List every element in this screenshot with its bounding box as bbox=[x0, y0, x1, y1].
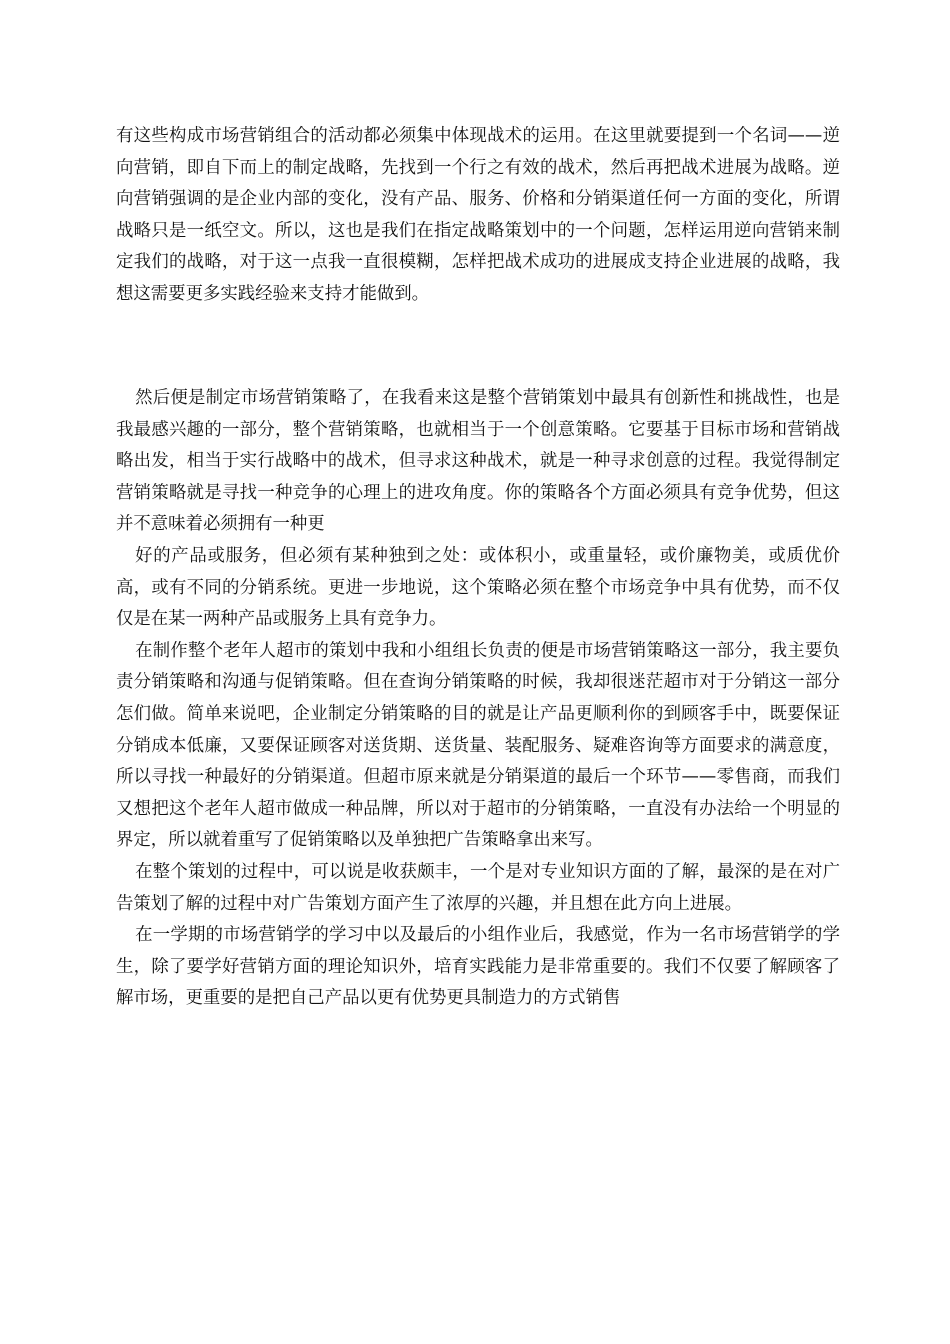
paragraph-reverse-marketing: 有这些构成市场营销组合的活动都必须集中体现战术的运用。在这里就要提到一个名词——逆向营销，即自下而上的制定战略，先找到一个行之有效的战术，然后再把战术进展为战略。逆向营销强调的是企业内部的变化，没有产品、服务、价格和分销渠道任何一方面的变化，所谓战略只是一纸空文。所以，这也是我们在指定战略策划中的一个问题，怎样运用逆向营销来制定我们的战略，对于这一点我一直很模糊，怎样把战术成功的进展成支持企业进展的战略，我想这需要更多实践经验来支持才能做到。 bbox=[116, 126, 840, 304]
paragraph-distribution-strategy: 在制作整个老年人超市的策划中我和小组组长负责的便是市场营销策略这一部分，我主要负责分销策略和沟通与促销策略。但在查询分销策略的时候，我却很迷茫超市对于分销这一部分怎们做。简单来说吧，企业制定分销策略的目的就是让产品更顺利你的到顾客手中，既要保证分销成本低廉，又要保证顾客对送货期、送货量、装配服务、疑难咨询等方面要求的满意度，所以寻找一种最好的分销渠道。但超市原来就是分销渠道的最后一个环节——零售商，而我们又想把这个老年人超市做成一种品牌，所以对于超市的分销策略，一直没有办法给一个明显的界定，所以就着重写了促销策略以及单独把广告策略拿出来写。 bbox=[116, 640, 840, 851]
main-text-section bbox=[116, 383, 840, 1015]
paragraph-conclusion: 在一学期的市场营销学的学习中以及最后的小组作业后，我感觉，作为一名市场营销学的学生，除了要学好营销方面的理论知识外，培育实践能力是非常重要的。我们不仅要了解顾客了解市场，更重要的是把自己产品以更有优势更具制造力的方式销售 bbox=[116, 925, 840, 1009]
paragraph-better-product: 好的产品或服务，但必须有某种独到之处：或体积小，或重量轻，或价廉物美，或质优价高，或有不同的分销系统。更进一步地说，这个策略必须在整个市场竞争中具有优势，而不仅仅是在某一两种产品或服务上具有竞争力。 bbox=[116, 545, 840, 630]
paragraph-harvest: 在整个策划的过程中，可以说是收获颇丰，一个是对专业知识方面的了解，最深的是在对广告策划了解的过程中对广告策划方面产生了浓厚的兴趣，并且想在此方向上进展。 bbox=[116, 861, 840, 914]
top-text-section bbox=[116, 121, 840, 311]
paragraph-marketing-strategy: 然后便是制定市场营销策略了，在我看来这是整个营销策划中最具有创新性和挑战性，也是我最感兴趣的一部分，整个营销策略，也就相当于一个创意策略。它要基于目标市场和营销战略出发，相当于实行战略中的战术，但寻求这种战术，就是一种寻求创意的过程。我觉得制定营销策略就是寻找一种竞争的心理上的进攻角度。你的策略各个方面必须具有竞争优势，但这并不意味着必须拥有一种更 bbox=[116, 388, 840, 535]
